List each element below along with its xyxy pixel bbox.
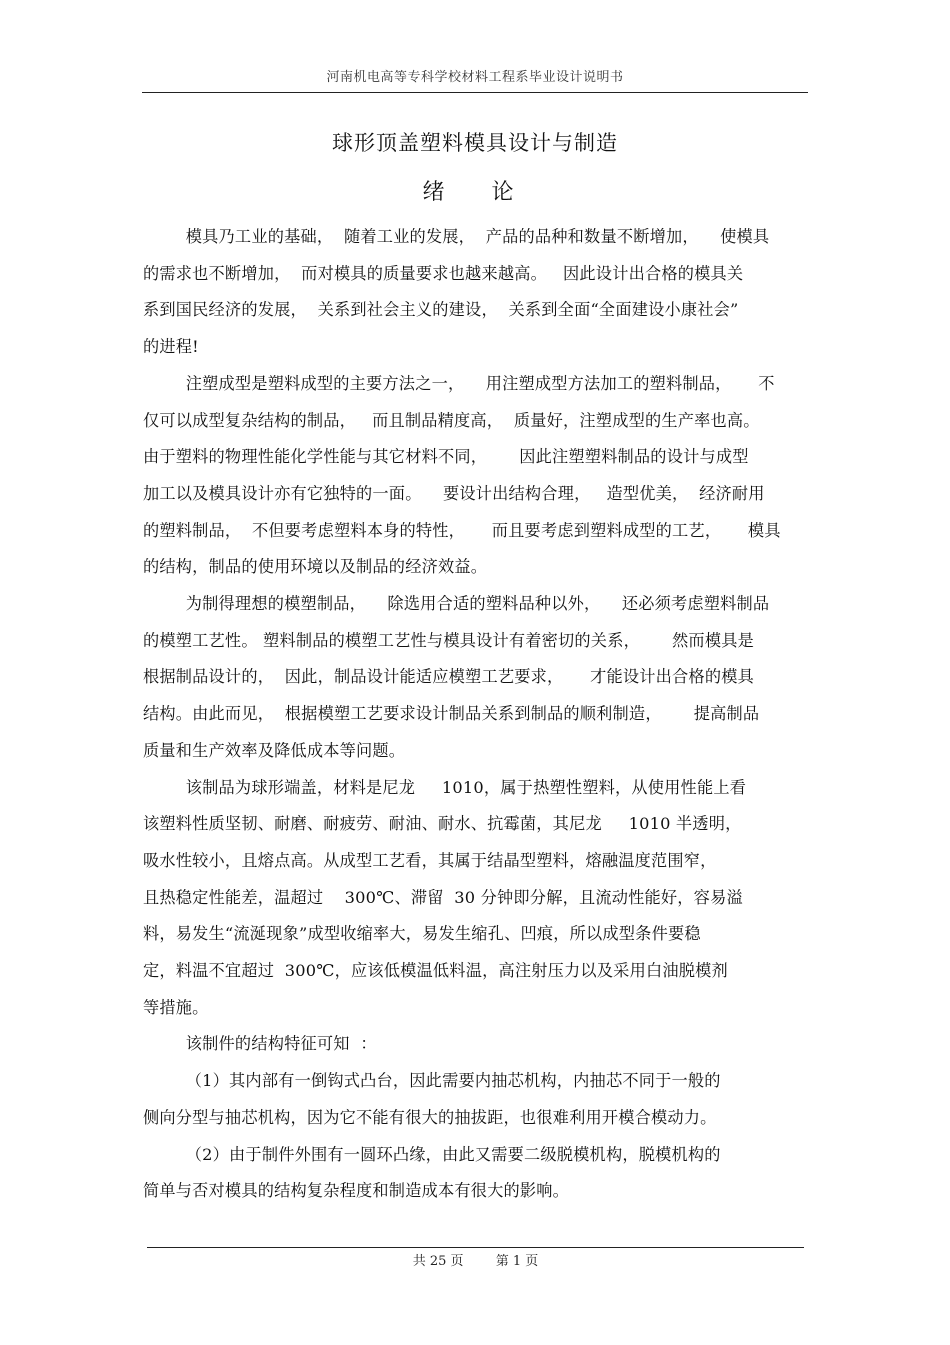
text-line: 为制得理想的模塑制品， 除选用合适的塑料品种以外， 还必须考虑塑料制品 xyxy=(143,594,770,614)
page-footer xyxy=(147,1250,804,1269)
text-line: 吸水性较小，且熔点高。从成型工艺看，其属于结晶型塑料，熔融温度范围窄， xyxy=(143,850,717,870)
page-header: 河南机电高等专科学校材料工程系毕业设计说明书 xyxy=(326,70,624,85)
text-line: 模具乃工业的基础， 随着工业的发展， 产品的品种和数量不断增加， 使模具 xyxy=(143,227,770,246)
text-line: 结构。由此而见， 根据模塑工艺要求设计制品关系到制品的顺利制造， 提高制品 xyxy=(143,704,760,724)
text-line: 料，易发生“流涎现象”成型收缩率大，易发生缩孔、凹痕，所以成型条件要稳 xyxy=(143,924,701,944)
current-page-label: 第 1 页 xyxy=(495,1254,539,1269)
text-line: 注塑成型是塑料成型的主要方法之一， 用注塑成型方法加工的塑料制品， 不 xyxy=(143,373,775,393)
section-heading: 绪 论 xyxy=(422,180,528,205)
text-line: 的塑料制品， 不但要考虑塑料本身的特性， 而且要考虑到塑料成型的工艺， 模具 xyxy=(143,520,781,540)
text-line: 该塑料性质坚韧、耐磨、耐疲劳、耐油、耐水、抗霉菌，其尼龙 1010 半透明， xyxy=(143,814,742,834)
text-line: 根据制品设计的， 因此，制品设计能适应模塑工艺要求， 才能设计出合格的模具 xyxy=(143,667,754,687)
text-line: 系到国民经济的发展， 关系到社会主义的建设， 关系到全面“全面建设小康社会” xyxy=(143,300,739,320)
text-line: 的结构，制品的使用环境以及制品的经济效益。 xyxy=(143,557,488,577)
text-line: 该制品为球形端盖，材料是尼龙 1010，属于热塑性塑料，从使用性能上看 xyxy=(143,777,747,797)
total-pages-label: 共 25 页 xyxy=(412,1254,464,1269)
text-line: 且热稳定性能差，温超过 300℃、滞留 30 分钟即分解，且流动性能好，容易溢 xyxy=(143,887,743,907)
text-line: 该制件的结构特征可知 ： xyxy=(143,1034,377,1054)
footer-divider xyxy=(147,1247,804,1248)
paragraph-4 xyxy=(143,770,808,1027)
text-line: 加工以及模具设计亦有它独特的一面。 要设计出结构合理， 造型优美， 经济耐用 xyxy=(143,483,765,503)
body-text xyxy=(143,219,808,1210)
text-line: 质量和生产效率及降低成本等问题。 xyxy=(143,740,406,760)
header-divider xyxy=(142,92,808,93)
text-line: 的模塑工艺性。 塑料制品的模塑工艺性与模具设计有着密切的关系， 然而模具是 xyxy=(143,630,754,650)
paragraph-2 xyxy=(143,366,808,586)
text-line: 等措施。 xyxy=(143,997,209,1017)
text-line: 的需求也不断增加， 而对模具的质量要求也越来越高。 因此设计出合格的模具关 xyxy=(143,263,744,283)
text-line: （2）由于制件外围有一圆环凸缘，由此又需要二级脱模机构，脱模机构的 xyxy=(143,1144,721,1164)
document-title: 球形顶盖塑料模具设计与制造 xyxy=(332,131,618,155)
text-line: 由于塑料的物理性能化学性能与其它材料不同， 因此注塑塑料制品的设计与成型 xyxy=(143,447,749,467)
paragraph-3 xyxy=(143,586,808,770)
text-line: （1）其内部有一倒钩式凸台，因此需要内抽芯机构，内抽芯不同于一般的 xyxy=(143,1071,721,1091)
paragraph-7 xyxy=(143,1137,808,1210)
text-line: 侧向分型与抽芯机构，因为它不能有很大的抽拔距，也很难利用开模合模动力。 xyxy=(143,1107,717,1127)
text-line: 的进程! xyxy=(143,337,199,357)
paragraph-5 xyxy=(143,1026,808,1063)
paragraph-1 xyxy=(143,219,808,366)
text-line: 定，料温不宜超过 300℃，应该低模温低料温，高注射压力以及采用白油脱模剂 xyxy=(143,961,728,981)
text-line: 仅可以成型复杂结构的制品， 而且制品精度高， 质量好，注塑成型的生产率也高。 xyxy=(143,410,760,430)
text-line: 简单与否对模具的结构复杂程度和制造成本有很大的影响。 xyxy=(143,1181,570,1201)
paragraph-6 xyxy=(143,1063,808,1136)
